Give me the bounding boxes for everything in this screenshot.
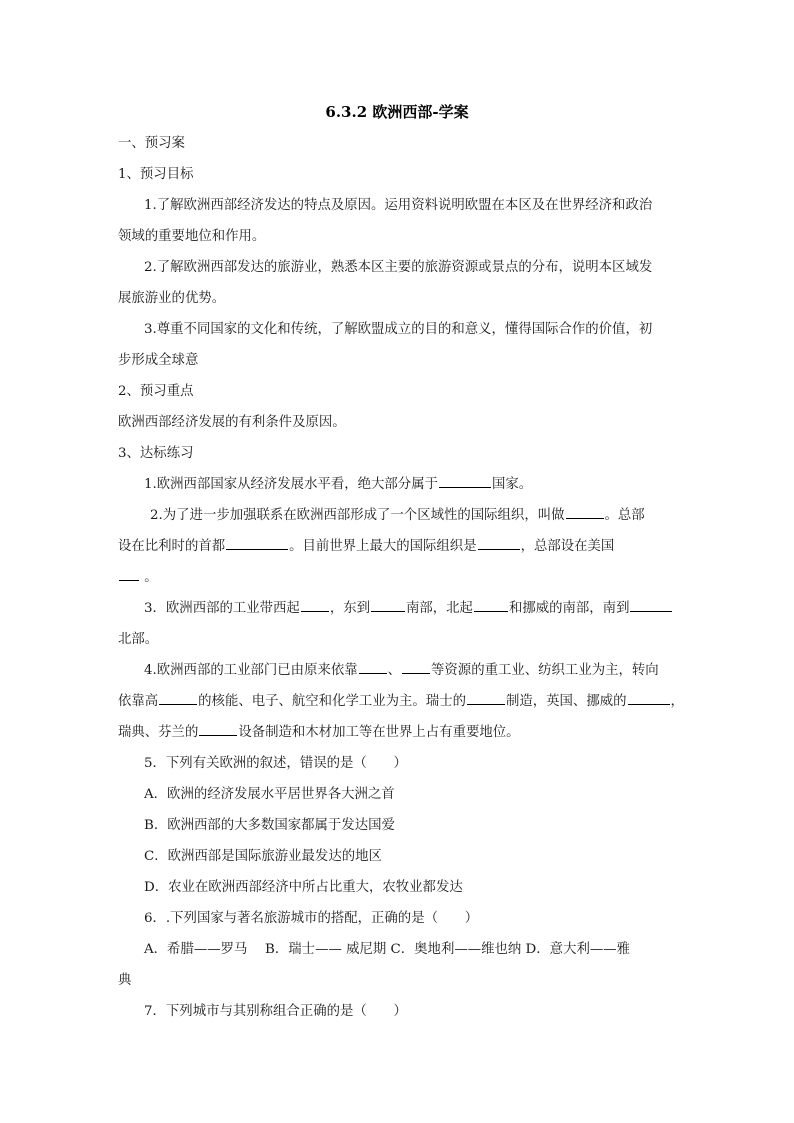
question-1 [118,469,678,500]
question-4-line-2 [118,686,684,717]
answer-blank[interactable] [199,722,237,736]
option-c[interactable]: C．欧洲西部是国际旅游业最发达的地区 [144,849,382,864]
answer-blank[interactable] [119,567,139,581]
option-b[interactable]: B．欧洲西部的大多数国家都属于发达国爱 [144,818,395,833]
option-a[interactable]: A．欧洲的经济发展水平居世界各大洲之首 [144,787,395,802]
subsection-heading: 1、预习目标 [118,167,194,182]
question-2-line-2 [118,531,678,562]
question-text: 依靠高 [118,694,159,709]
answer-blank[interactable] [566,505,604,519]
goal-3-line-2: 步形成全球意 [118,353,199,368]
question-text: 。目前世界上最大的国际组织是 [289,539,477,554]
page-title: 6.3.2 欧洲西部-学案 [325,103,469,121]
question-text: 南部，北起 [406,601,473,616]
question-4-line-3 [118,717,678,748]
question-3-line-1 [118,593,678,624]
question-text: 瑞典、芬兰的 [118,725,199,740]
question-6-stem: 6．.下列国家与著名旅游城市的搭配，正确的是（ ） [144,911,479,926]
question-text: ，东到 [329,601,370,616]
goal-1-line-2: 领域的重要地位和作用。 [118,229,266,244]
question-7-stem: 7．下列城市与其别称组合正确的是（ ） [144,1004,407,1019]
question-text: 2.为了进一步加强联系在欧洲西部形成了一个区域性的国际组织，叫做 [150,508,565,523]
answer-blank[interactable] [630,598,672,612]
section-heading: 一、预习案 [118,136,185,151]
goal-2-line-1: 2.了解欧洲西部发达的旅游业，熟悉本区主要的旅游资源或景点的分布，说明本区域发 [144,260,653,275]
answer-blank[interactable] [439,474,491,488]
answer-blank[interactable] [371,598,405,612]
focus-text: 欧洲西部经济发展的有利条件及原因。 [118,415,346,430]
answer-blank[interactable] [159,691,197,705]
answer-blank[interactable] [402,660,430,674]
question-text: 设在比利时的首都 [118,539,226,554]
question-2-line-1 [118,500,678,531]
subsection-heading: 2、预习重点 [118,384,194,399]
question-text: 。总部 [604,508,645,523]
question-text: 3．欧洲西部的工业带西起 [144,601,300,616]
question-text: ， [670,694,684,709]
answer-blank[interactable] [474,598,508,612]
answer-blank[interactable] [628,691,670,705]
question-4-line-1 [118,655,678,686]
question-text: 4.欧洲西部的工业部门已由原来依靠 [144,663,358,678]
question-text: 。 [140,570,158,585]
question-text: 国家。 [491,477,533,492]
question-text: 、 [387,663,402,678]
question-text: 北部。 [118,632,159,647]
answer-blank[interactable] [467,691,505,705]
answer-blank[interactable] [301,598,329,612]
question-text: ，总部设在美国 [520,539,615,554]
answer-blank[interactable] [359,660,387,674]
goal-1-line-1: 1.了解欧洲西部经济发达的特点及原因。运用资料说明欧盟在本区及在世界经济和政治 [144,198,653,213]
question-text: 的核能、电子、航空和化学工业为主。瑞士的 [198,694,466,709]
question-5-stem: 5．下列有关欧洲的叙述，错误的是（ ） [144,756,407,771]
goal-3-line-1: 3.尊重不同国家的文化和传统，了解欧盟成立的目的和意义，懂得国际合作的价值，初 [144,322,653,337]
question-2-line-3 [118,562,678,593]
question-text: 1.欧洲西部国家从经济发展水平看，绝大部分属于 [144,477,438,492]
question-6-options[interactable]: A．希腊——罗马 B．瑞士—— 威尼期 C．奥地利——维也纳 D．意大利——雅 [144,942,631,957]
question-text: 和挪威的南部，南到 [508,601,630,616]
goal-2-line-2: 展旅游业的优势。 [118,291,226,306]
document-body [118,128,684,1027]
question-text: 制造，英国、挪威的 [505,694,627,709]
subsection-heading: 3、达标练习 [118,446,194,461]
option-d[interactable]: D．农业在欧洲西部经济中所占比重大，农牧业都发达 [144,880,463,895]
question-text: 等资源的重工业、纺织工业为主，转向 [431,663,659,678]
question-6-options-tail: 典 [118,973,132,988]
answer-blank[interactable] [226,536,288,550]
question-3-line-2 [118,624,678,655]
answer-blank[interactable] [478,536,520,550]
question-text: 设备制造和木材加工等在世界上占有重要地位。 [238,725,520,740]
